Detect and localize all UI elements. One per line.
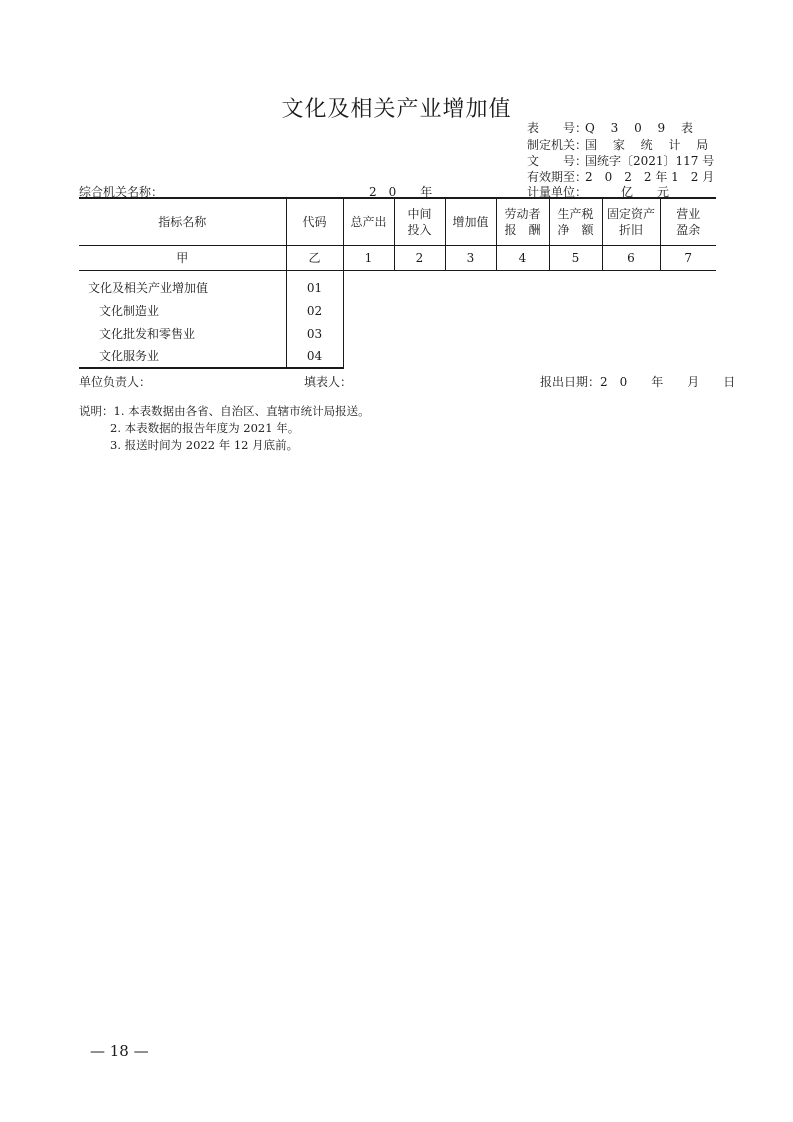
- report-year: 2 0 年: [369, 185, 433, 199]
- table-code-row: [79, 245, 716, 270]
- note-line: 3. 报送时间为 2022 年 12 月底前。: [110, 438, 299, 452]
- row-code: 02: [286, 299, 343, 322]
- page-number: — 18 —: [90, 1042, 149, 1060]
- meta-value: 国 家 统 计 局: [585, 138, 709, 152]
- row-code: 03: [286, 322, 343, 345]
- filler-label: 填表人：: [304, 375, 353, 389]
- code-cell: 4: [496, 245, 549, 270]
- notes: [79, 403, 370, 454]
- row-name: 文化及相关产业增加值: [88, 280, 209, 295]
- row-name: 文化批发和零售业: [99, 326, 196, 341]
- header-indicator-name: 指标名称: [79, 198, 286, 245]
- meta-label: 有效期至：: [527, 170, 588, 184]
- header-labor-compensation: 劳动者 报 酬: [496, 198, 549, 245]
- header-fixed-asset-depreciation: 固定资产 折旧: [602, 198, 660, 245]
- code-cell: 1: [343, 245, 394, 270]
- code-cell: 6: [602, 245, 660, 270]
- code-cell: 5: [549, 245, 602, 270]
- code-cell: 甲: [79, 245, 286, 270]
- note-line: 说明：1. 本表数据由各省、自治区、直辖市统计局报送。: [79, 404, 370, 418]
- header-gross-output: 总产出: [343, 198, 394, 245]
- code-cell: 乙: [286, 245, 343, 270]
- data-entry-area: [343, 270, 716, 368]
- responsible-person-label: 单位负责人：: [79, 375, 152, 389]
- row-name: 文化制造业: [99, 303, 160, 318]
- header-net-production-tax: 生产税 净 额: [549, 198, 602, 245]
- unit-label: 计量单位：: [527, 185, 588, 199]
- row-code: 01: [286, 270, 343, 299]
- row-name: 文化服务业: [79, 345, 286, 368]
- report-date-label: 报出日期：2 0 年 月 日: [540, 375, 736, 389]
- meta-label: 制定机关：: [527, 138, 588, 152]
- code-cell: 3: [445, 245, 496, 270]
- meta-value: 国统字〔2021〕117 号: [585, 154, 715, 168]
- note-line: 2. 本表数据的报告年度为 2021 年。: [110, 421, 300, 435]
- meta-issuing-authority: [527, 136, 708, 153]
- meta-value: 2 0 2 2 年 1 2 月: [585, 170, 715, 184]
- org-name-label: 综合机关名称：: [79, 185, 164, 199]
- code-cell: 2: [394, 245, 445, 270]
- unit-value: 亿 元: [621, 185, 670, 199]
- table-header-row: [79, 198, 716, 245]
- code-cell: 7: [660, 245, 716, 270]
- table-row: [79, 270, 716, 299]
- meta-form-number: [527, 119, 693, 136]
- row-code: 04: [286, 345, 343, 368]
- data-table: [79, 197, 716, 369]
- meta-value: Q 3 0 9 表: [585, 121, 694, 135]
- header-intermediate-input: 中间 投入: [394, 198, 445, 245]
- header-code: 代码: [286, 198, 343, 245]
- document-title: 文化及相关产业增加值: [281, 97, 512, 122]
- meta-document-number: [527, 152, 714, 169]
- header-operating-surplus: 营业 盈余: [660, 198, 716, 245]
- header-value-added: 增加值: [445, 198, 496, 245]
- meta-label: 文 号：: [527, 154, 588, 168]
- meta-label: 表 号：: [527, 121, 588, 135]
